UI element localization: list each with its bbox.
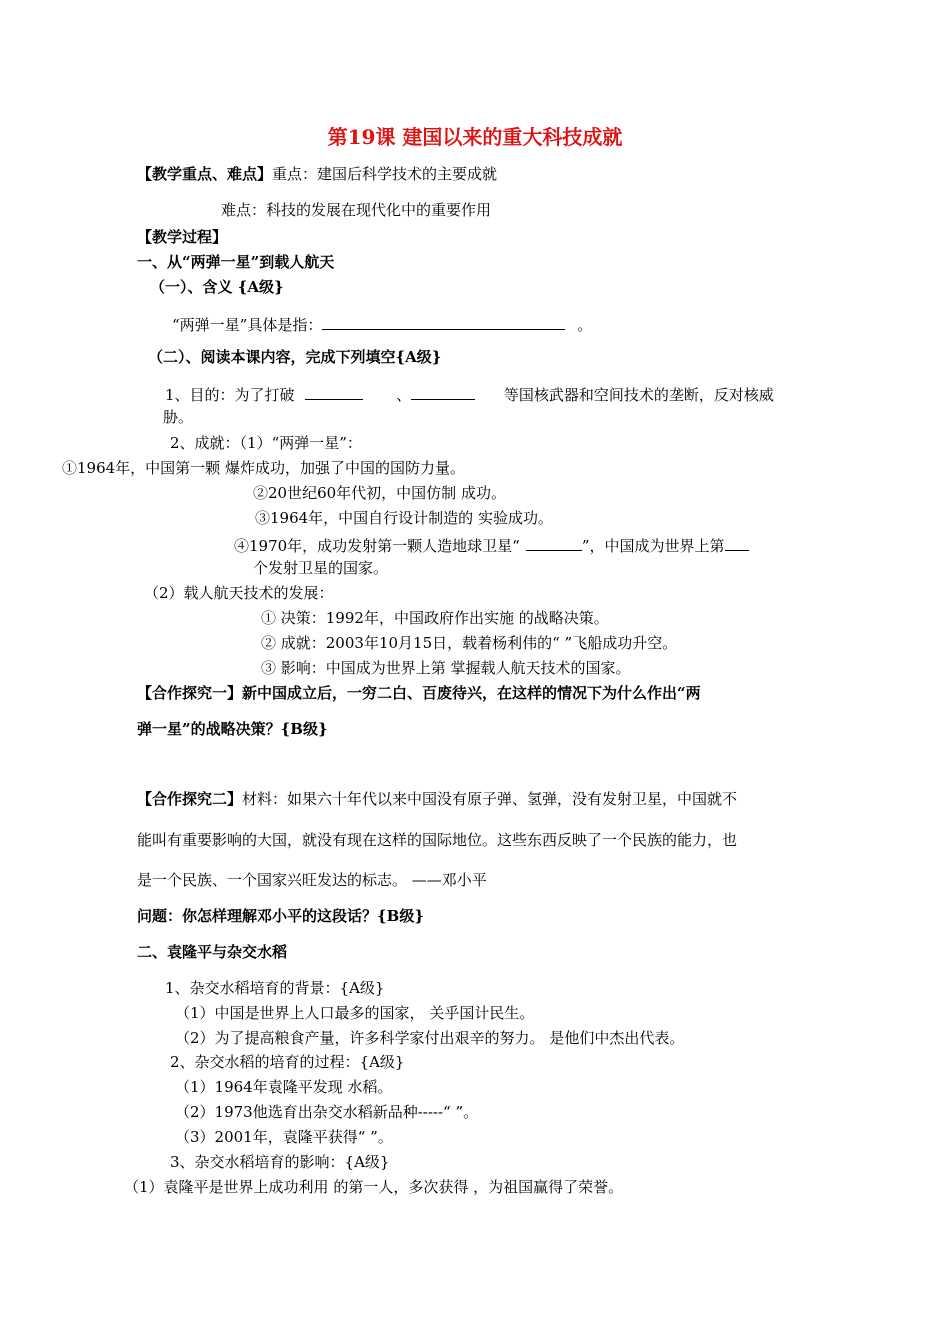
bg-item-2: （2）为了提高粮食产量，许多科学家付出艰辛的努力。 是他们中杰出代表。: [175, 1029, 685, 1047]
focus-difficulty: 难点：科技的发展在现代化中的重要作用: [221, 201, 492, 219]
achieve-item-3: ③1964年，中国自行设计制造的 实验成功。: [255, 509, 553, 527]
space-item-2: ② 成就：2003年10月15日，载着杨利伟的“ ”飞船成功升空。: [261, 634, 678, 652]
purpose-prefix: 1、目的：为了打破: [165, 386, 295, 404]
proc-item-2: （2）1973他选育出杂交水稻新品种-----“ ”。: [175, 1103, 479, 1121]
a4-prefix: ④1970年，成功发射第一颗人造地球卫星“: [234, 537, 520, 555]
explore2-line2: 能叫有重要影响的大国，就没有现在这样的国际地位。这些东西反映了一个民族的能力，也: [137, 831, 738, 849]
space-heading: （2）载人航天技术的发展：: [144, 584, 334, 602]
satellite-blank[interactable]: [526, 536, 582, 551]
proc-item-3: （3）2001年，袁隆平获得“ ”。: [175, 1128, 393, 1146]
proc-heading: 2、杂交水稻的培育的过程：{A级}: [170, 1053, 405, 1071]
explore2-text1: 材料：如果六十年代以来中国没有原子弹、氢弹，没有发射卫星，中国就不: [242, 790, 738, 808]
achieve-item-4: [234, 536, 749, 554]
section1-sub1: （一）、含义 {A级}: [150, 278, 284, 296]
achieve-heading: 2、成就：（1）“两弹一星”：: [170, 434, 362, 452]
purpose-sep: 、: [396, 386, 412, 404]
impact-heading: 3、杂交水稻培育的影响：{A级}: [170, 1153, 390, 1171]
meaning-blank[interactable]: [322, 315, 565, 330]
purpose-blank-1[interactable]: [305, 385, 363, 400]
purpose-blank-2[interactable]: [411, 385, 475, 400]
space-item-3: ③ 影响：中国成为世界上第 掌握载人航天技术的国家。: [261, 659, 631, 677]
achieve-item-4-cont: 个发射卫星的国家。: [253, 559, 389, 577]
section2-heading: 二、袁隆平与杂交水稻: [137, 943, 288, 961]
explore2-label: 【合作探究二】: [137, 790, 243, 808]
explore1-line1: 【合作探究一】新中国成立后，一穷二白、百废待兴，在这样的情况下为什么作出“两: [137, 684, 701, 702]
explore1-line2: 弹一星”的战略决策？{B级}: [137, 720, 328, 738]
process-heading: 【教学过程】: [137, 228, 228, 246]
purpose-line: [165, 385, 774, 403]
meaning-prefix: “两弹一星”具体是指：: [172, 316, 323, 334]
achieve-item-2: ②20世纪60年代初，中国仿制 成功。: [253, 484, 506, 502]
purpose-suffix: 等国核武器和空间技术的垄断，反对核威: [503, 386, 774, 404]
explore2-line1: [137, 792, 737, 807]
explore2-question: 问题：你怎样理解邓小平的这段话？{B级}: [137, 907, 424, 925]
achieve-item-1: ①1964年，中国第一颗 爆炸成功，加强了中国的国防力量。: [62, 459, 465, 477]
bg-heading: 1、杂交水稻培育的背景：{A级}: [165, 979, 385, 997]
focus-line: [137, 167, 497, 182]
focus-key: 重点：建国后科学技术的主要成就: [272, 165, 498, 183]
section1-heading: 一、从“两弹一星”到载人航天: [137, 253, 335, 271]
a4-mid: ”，中国成为世界上第: [581, 537, 725, 555]
meaning-line: [172, 315, 592, 333]
purpose-cont: 胁。: [163, 408, 194, 426]
focus-heading: 【教学重点、难点】: [137, 165, 273, 183]
proc-item-1: （1）1964年袁隆平发现 水稻。: [175, 1078, 393, 1096]
space-item-1: ① 决策：1992年，中国政府作出实施 的战略决策。: [261, 609, 609, 627]
impact-item-1: （1）袁隆平是世界上成功利用 的第一人，多次获得 ，为祖国赢得了荣誉。: [124, 1178, 624, 1196]
bg-item-1: （1）中国是世界上人口最多的国家， 关乎国计民生。: [175, 1004, 535, 1022]
rank-blank[interactable]: [725, 536, 749, 551]
explore2-line3: 是一个民族、一个国家兴旺发达的标志。 ——邓小平: [137, 871, 487, 889]
page-title: 第19课 建国以来的重大科技成就: [327, 125, 623, 149]
meaning-suffix: 。: [577, 316, 593, 334]
section1-sub2: （二）、阅读本课内容，完成下列填空{A级}: [148, 348, 442, 366]
